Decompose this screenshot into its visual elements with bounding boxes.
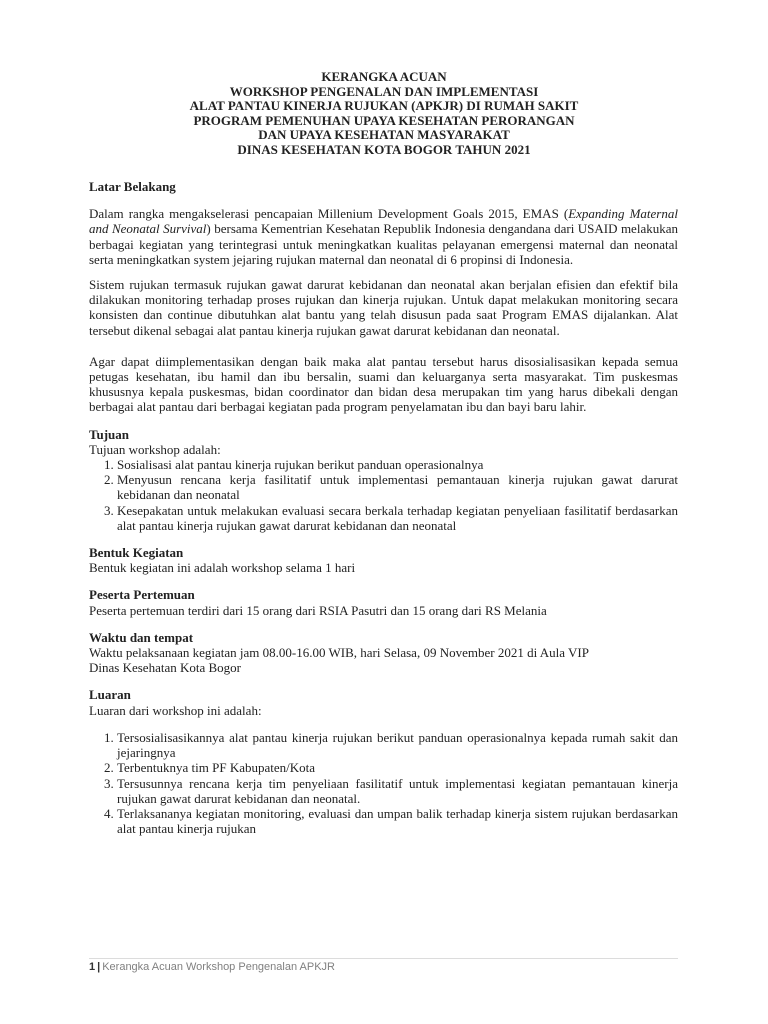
paragraph-latar-1-text-b: ) bersama Kementrian Kesehatan Republik Indonesia dengandana dari USAID melakukan berbagai kegiatan yang terintegrasi untuk meningkatkan kualitas pelayanan emergensi maternal dan neonatal serta meningkatkan system jejaring rujukan maternal dan neonatal di 6 propinsi di Indonesia. <box>89 221 678 267</box>
tujuan-item: 1. Sosialisasi alat pantau kinerja rujukan berikut panduan operasionalnya <box>117 457 678 472</box>
document-body <box>89 179 678 836</box>
title-line-3: ALAT PANTAU KINERJA RUJUKAN (APKJR) DI RUMAH SAKIT <box>189 98 579 113</box>
paragraph-latar-2: Sistem rujukan termasuk rujukan gawat darurat kebidanan dan neonatal akan berjalan efisien dan efektif bila dilakukan monitoring terhadap proses rujukan dan kinerja rujukan. Untuk dapat melakukan monitoring secara konsisten dan continue dibutuhkan alat bantu yang telah disusun pada saat Program EMAS dijalankan. Alat tersebut dikenal sebagai alat pantau kinerja rujukan gawat darurat kebidanan dan neonatal. <box>89 277 678 338</box>
luaran-intro: Luaran dari workshop ini adalah: <box>89 702 262 718</box>
heading-luaran: Luaran <box>89 687 131 703</box>
title-line-1: KERANGKA ACUAN <box>321 69 447 84</box>
paragraph-latar-1 <box>89 206 678 267</box>
paragraph-latar-3: Agar dapat diimplementasikan dengan baik maka alat pantau tersebut harus disosialisasikan kepada semua petugas kesehatan, ibu hamil dan ibu bersalin, suami dan keluarganya serta masyarakat. Tim puskesmas khususnya kepala puskesmas, bidan coordinator dan bidan desa merupakan tim yang harus dibekali dengan berbagai alat pantau dari berbagai kegiatan pada program penyelamatan ibu dan bayi baru lahir. <box>89 353 678 415</box>
title-line-2: WORKSHOP PENGENALAN DAN IMPLEMENTASI <box>229 83 539 99</box>
title-line-4: PROGRAM PEMENUHAN UPAYA KESEHATAN PERORANGAN <box>193 112 575 128</box>
bentuk-text: Bentuk kegiatan ini adalah workshop selama 1 hari <box>89 560 356 576</box>
peserta-text: Peserta pertemuan terdiri dari 15 orang dari RSIA Pasutri dan 15 orang dari RS Melania <box>89 602 547 618</box>
heading-bentuk-kegiatan: Bentuk Kegiatan <box>89 545 184 561</box>
heading-waktu: Waktu dan tempat <box>89 629 194 645</box>
paragraph-latar-1-text-a: Dalam rangka mengakselerasi pencapaian Millenium Development Goals 2015, EMAS ( <box>89 206 569 222</box>
luaran-list <box>89 730 678 836</box>
heading-peserta: Peserta Pertemuan <box>89 587 195 603</box>
heading-latar-belakang: Latar Belakang <box>89 179 176 194</box>
luaran-item: 2. Terbentuknya tim PF Kabupaten/Kota <box>117 760 678 775</box>
title-line-5: DAN UPAYA KESEHATAN MASYARAKAT <box>258 127 510 142</box>
luaran-item: 1. Tersosialisasikannya alat pantau kinerja rujukan berikut panduan operasionalnya kepada rumah sakit dan jejaringnya <box>117 730 678 760</box>
tujuan-item: 2. Menyusun rencana kerja fasilitatif untuk implementasi pemantauan kinerja rujukan gawat darurat kebidanan dan neonatal <box>117 472 678 502</box>
tujuan-list <box>89 457 678 533</box>
title-line-6: DINAS KESEHATAN KOTA BOGOR TAHUN 2021 <box>237 141 531 157</box>
footer-separator: | <box>97 961 101 973</box>
luaran-item: 3. Tersusunnya rencana kerja tim penyeliaan fasilitatif untuk implementasi kegiatan pemantauan kinerja rujukan gawat darurat kebidanan dan neonatal. <box>117 776 678 806</box>
waktu-line-1: Waktu pelaksanaan kegiatan jam 08.00-16.00 WIB, hari Selasa, 09 November 2021 di Aula VIP <box>89 645 589 661</box>
page-number: 1 <box>89 961 96 973</box>
footer-text: Kerangka Acuan Workshop Pengenalan APKJR <box>102 961 335 973</box>
waktu-line-2: Dinas Kesehatan Kota Bogor <box>89 660 241 676</box>
document-title <box>0 70 768 157</box>
page-footer <box>89 958 678 973</box>
heading-tujuan: Tujuan <box>89 426 129 442</box>
luaran-item: 4. Terlaksananya kegiatan monitoring, evaluasi dan umpan balik terhadap kinerja sistem rujukan berdasarkan alat pantau kinerja rujukan <box>117 806 678 836</box>
tujuan-intro: Tujuan workshop adalah: <box>89 441 221 457</box>
paragraph-latar-1-italic: Expanding Maternal and Neonatal Survival <box>89 206 678 237</box>
tujuan-item: 3. Kesepakatan untuk melakukan evaluasi secara berkala terhadap kegiatan penyeliaan fasilitatif berdasarkan alat pantau kinerja rujukan gawat darurat kebidanan dan neonatal <box>117 503 678 533</box>
